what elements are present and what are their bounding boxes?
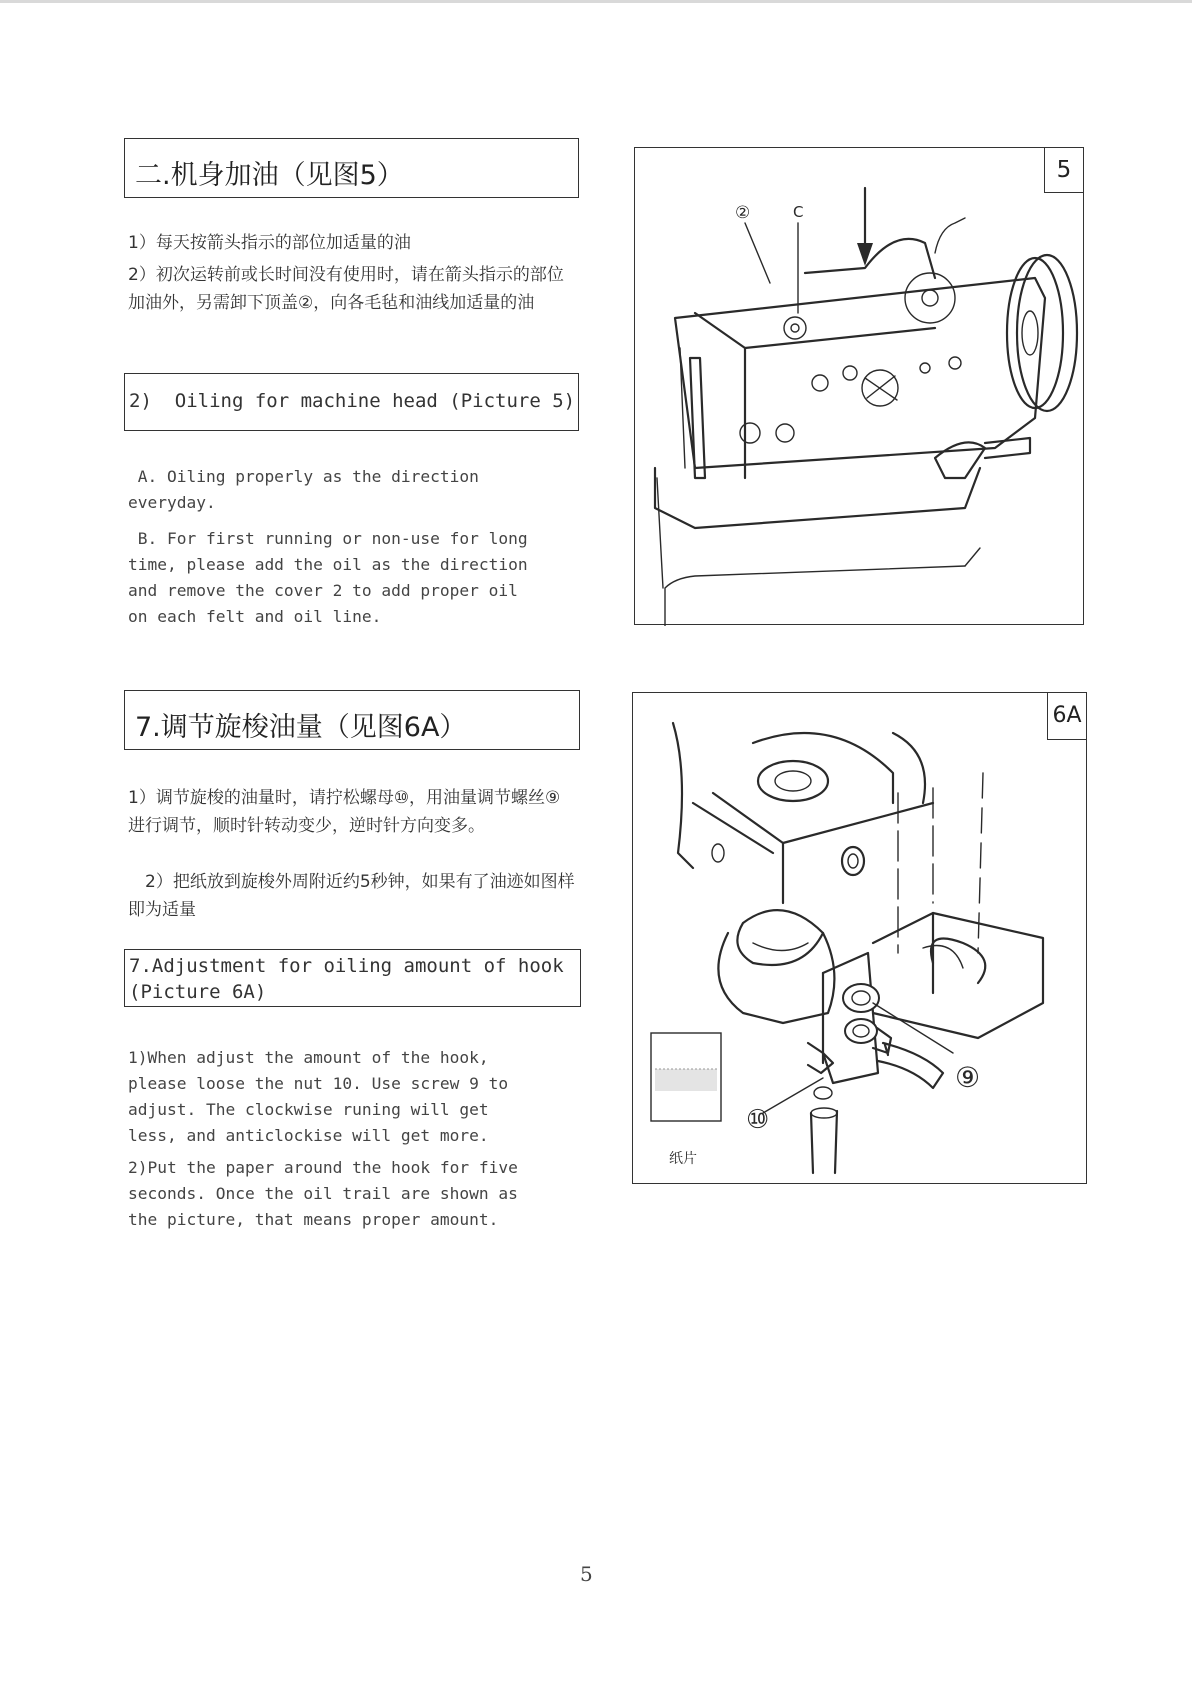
section2-en-item-b: B. For first running or non-use for long time, please add the oil as the direction and remove the cover 2 to add proper oil on each felt and oil line.	[128, 529, 528, 626]
page-number: 5	[580, 1562, 593, 1586]
figure-5-drawing	[635, 148, 1085, 626]
section7-zh-item-2: 2）把纸放到旋梭外周附近约5秒钟，如果有了油迹如图样即为适量	[128, 872, 575, 920]
section7-en-title-box	[124, 949, 581, 1007]
callout-2: ②	[735, 203, 751, 223]
section2-zh-title: 二.机身加油（见图5）	[135, 160, 404, 191]
section7-en-title-line2: (Picture 6A)	[129, 981, 267, 1003]
callout-c: C	[793, 203, 804, 221]
figure-6a-drawing	[633, 693, 1088, 1185]
section2-zh-item-2: 2）初次运转前或长时间没有使用时，请在箭头指示的部位加油外，另需卸下顶盖②，向各毛毡和油线加适量的油	[128, 265, 564, 313]
figure-5-label: 5	[1044, 148, 1083, 193]
section7-zh-title: 7.调节旋梭油量（见图6A）	[135, 712, 467, 743]
section7-en-item-1: 1)When adjust the amount of the hook, please loose the nut 10. Use screw 9 to adjust. The clockwise runing will get less, and anticlockise will get more.	[128, 1048, 509, 1145]
section2-en-title-box	[124, 373, 579, 431]
figure-5	[634, 147, 1084, 625]
section2-zh-title-box	[124, 138, 579, 198]
section2-en-title: 2) Oiling for machine head (Picture 5)	[129, 390, 576, 412]
section7-en-item-2: 2)Put the paper around the hook for five seconds. Once the oil trail are shown as the picture, that means proper amount.	[128, 1158, 518, 1229]
top-edge-line	[0, 0, 1192, 3]
section7-zh-item-1: 1）调节旋梭的油量时，请拧松螺母⑩，用油量调节螺丝⑨进行调节，顺时针转动变少，逆时针方向变多。	[128, 788, 561, 836]
callout-9: ⑨	[955, 1061, 981, 1094]
paper-caption: 纸片	[669, 1151, 697, 1167]
section7-zh-title-box	[124, 690, 580, 750]
figure-6a	[632, 692, 1087, 1184]
section2-en-item-a: A. Oiling properly as the direction everyday.	[128, 467, 479, 512]
section2-zh-item-1: 1）每天按箭头指示的部位加适量的油	[128, 233, 411, 253]
figure-6a-label: 6A	[1047, 693, 1086, 740]
section7-en-title-line1: 7.Adjustment for oiling amount of hook	[129, 955, 564, 977]
callout-10: ⑩	[746, 1105, 770, 1135]
